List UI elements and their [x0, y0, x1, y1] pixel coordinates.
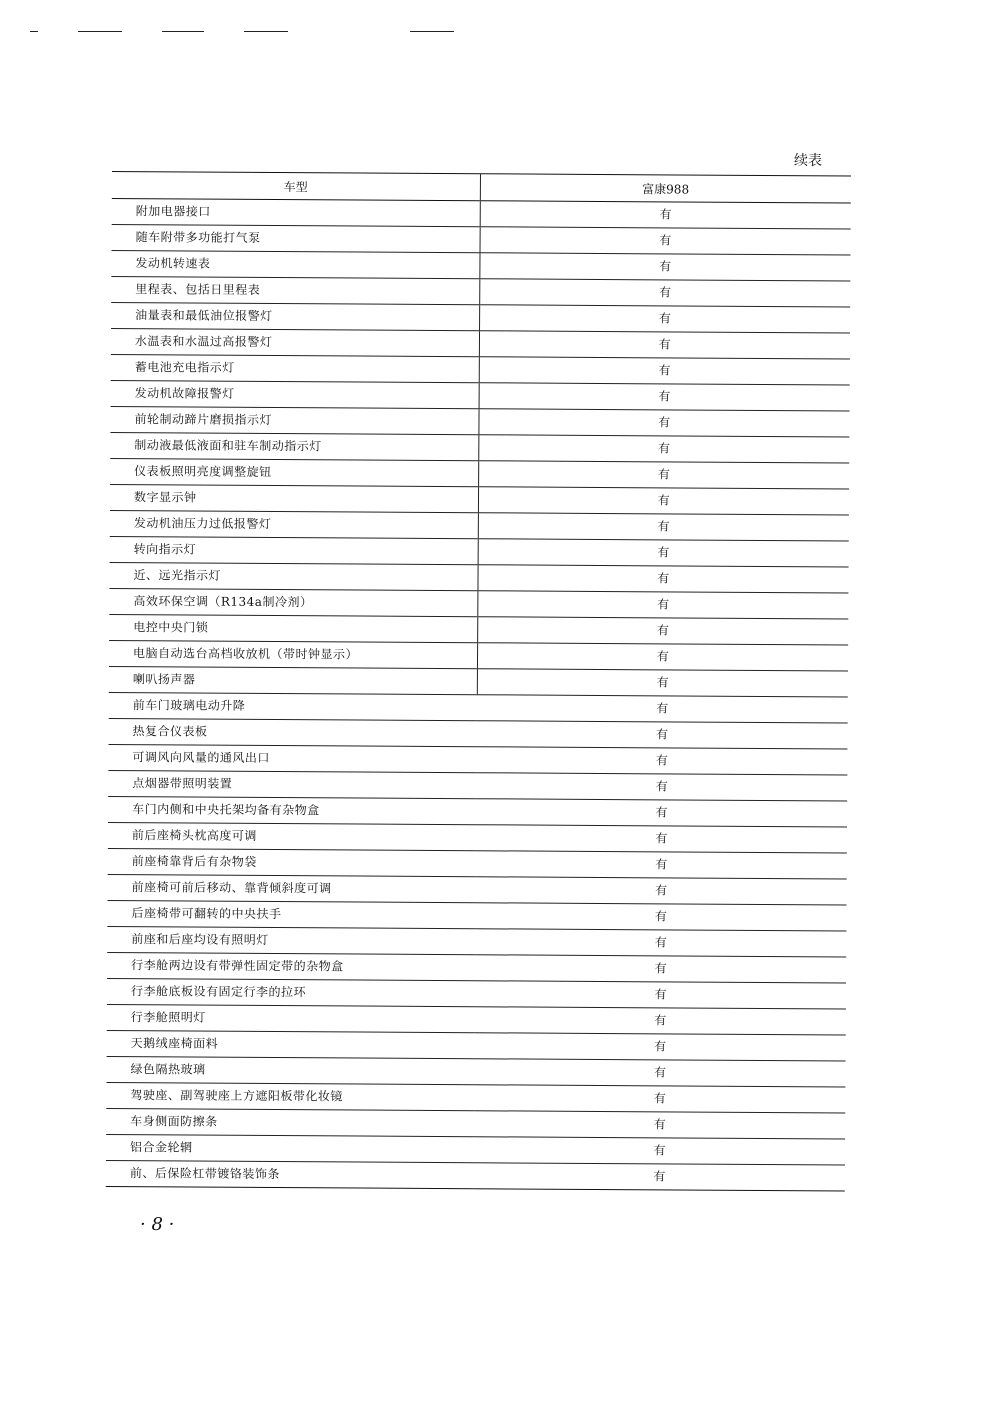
feature-availability-cell: 有	[658, 337, 671, 352]
feature-availability-cell: 有	[656, 727, 669, 742]
feature-availability-cell: 有	[653, 1091, 666, 1106]
feature-name-cell: 蓄电池充电指示灯	[111, 354, 479, 382]
header-model-label: 车型	[112, 171, 480, 200]
feature-name-cell: 前后座椅头枕高度可调	[131, 828, 257, 843]
table-row	[108, 770, 847, 801]
table-row	[107, 978, 846, 1009]
feature-availability-cell: 有	[657, 493, 670, 508]
feature-name-cell: 随车附带多功能打气泵	[112, 224, 480, 252]
feature-availability-cell: 有	[653, 1143, 666, 1158]
table-row	[111, 276, 850, 307]
feature-availability-cell: 有	[656, 675, 669, 690]
feature-name-cell: 驾驶座、副驾驶座上方遮阳板带化妆镜	[130, 1088, 343, 1104]
feature-availability-cell: 有	[658, 311, 671, 326]
feature-availability-cell: 有	[654, 987, 667, 1002]
table-row	[109, 562, 848, 593]
feature-name-cell: 前座椅可前后移动、靠背倾斜度可调	[131, 880, 332, 896]
table-row	[109, 588, 848, 619]
table-row	[112, 224, 851, 255]
feature-name-cell: 里程表、包括日里程表	[111, 276, 479, 304]
feature-name-cell: 行李舱底板设有固定行李的拉环	[130, 984, 307, 1000]
feature-availability-cell: 有	[655, 753, 668, 768]
feature-name-cell: 天鹅绒座椅面料	[130, 1036, 219, 1051]
table-row	[108, 822, 847, 853]
feature-availability-cell: 有	[658, 285, 672, 300]
feature-name-cell: 行李舱两边设有带弹性固定带的杂物盒	[131, 958, 344, 974]
feature-availability-cell: 有	[654, 909, 667, 924]
feature-availability-cell: 有	[653, 1065, 667, 1080]
table-row	[109, 640, 848, 671]
feature-availability-cell: 有	[657, 545, 670, 560]
continued-table-label: 续表	[794, 153, 822, 169]
feature-name-cell: 铝合金轮辋	[129, 1140, 193, 1155]
feature-name-cell: 后座椅带可翻转的中央扶手	[131, 906, 282, 922]
table-row	[111, 354, 850, 385]
feature-availability-cell: 有	[654, 1039, 667, 1054]
feature-name-cell: 热复合仪表板	[132, 724, 208, 739]
feature-name-cell: 发动机油压力过低报警灯	[110, 510, 478, 538]
feature-availability-cell: 有	[656, 623, 669, 638]
feature-name-cell: 发动机转速表	[111, 250, 479, 278]
feature-name-cell: 电脑自动选台高档收放机（带时钟显示）	[109, 640, 477, 668]
table-row	[108, 796, 847, 827]
table-row	[106, 1108, 845, 1139]
top-edge-mark	[30, 31, 38, 32]
feature-name-cell: 前、后保险杠带镀铬装饰条	[129, 1166, 280, 1182]
feature-spec-table	[106, 171, 851, 1191]
feature-availability-cell: 有	[658, 389, 671, 404]
feature-availability-cell: 有	[657, 467, 670, 482]
feature-name-cell: 数字显示钟	[110, 484, 478, 512]
feature-availability-cell: 有	[655, 831, 668, 846]
feature-name-cell: 转向指示灯	[110, 536, 478, 564]
feature-availability-cell: 有	[659, 259, 672, 274]
feature-availability-cell: 有	[655, 805, 668, 820]
feature-name-cell: 前车门玻璃电动升降	[132, 698, 246, 713]
table-row	[106, 1160, 845, 1191]
table-row	[107, 900, 846, 931]
feature-availability-cell: 有	[656, 649, 669, 664]
feature-availability-cell: 有	[654, 935, 667, 950]
feature-name-cell: 近、远光指示灯	[109, 562, 477, 590]
table-body	[106, 198, 851, 1190]
feature-availability-cell: 有	[657, 597, 670, 612]
table-row	[108, 744, 847, 775]
feature-name-cell: 可调风向风量的通风出口	[132, 750, 270, 765]
feature-availability-cell: 有	[659, 207, 672, 222]
table-row	[106, 1082, 845, 1113]
feature-name-cell: 前座和后座均设有照明灯	[131, 932, 269, 947]
table-row	[109, 692, 848, 723]
table-row	[110, 406, 849, 437]
table-row	[110, 458, 849, 489]
feature-name-cell: 仪表板照明亮度调整旋钮	[110, 458, 478, 486]
feature-name-cell: 油量表和最低油位报警灯	[111, 302, 479, 330]
feature-name-cell: 点烟器带照明装置	[132, 776, 233, 791]
feature-name-cell: 喇叭扬声器	[109, 666, 477, 694]
feature-name-cell: 高效环保空调（R134a制冷剂）	[109, 588, 477, 616]
feature-availability-cell: 有	[656, 701, 669, 716]
feature-name-cell: 前座椅靠背后有杂物袋	[131, 854, 257, 869]
feature-availability-cell: 有	[654, 961, 667, 976]
feature-name-cell: 车门内侧和中央托架均备有杂物盒	[132, 802, 320, 818]
feature-availability-cell: 有	[653, 1117, 666, 1132]
feature-availability-cell: 有	[659, 233, 672, 248]
table-row	[110, 432, 849, 463]
feature-name-cell: 车身侧面防擦条	[130, 1114, 218, 1129]
feature-availability-cell: 有	[657, 571, 670, 586]
feature-availability-cell: 有	[657, 519, 670, 534]
feature-availability-cell: 有	[655, 883, 668, 898]
feature-availability-cell: 有	[655, 779, 668, 794]
table-row	[107, 1030, 846, 1061]
table-row	[111, 302, 850, 333]
feature-name-cell: 制动液最低液面和驻车制动指示灯	[110, 432, 478, 460]
table-row	[111, 380, 850, 411]
top-edge-mark	[78, 31, 122, 32]
feature-name-cell: 行李舱照明灯	[130, 1010, 206, 1025]
top-edge-mark	[410, 31, 454, 32]
top-edge-mark	[244, 31, 288, 32]
table-row	[107, 926, 846, 957]
feature-name-cell: 水温表和水温过高报警灯	[111, 328, 479, 356]
feature-availability-cell: 有	[653, 1169, 666, 1184]
table-row	[111, 328, 850, 359]
table-row	[107, 952, 846, 983]
header-model-name: 富康988	[642, 181, 690, 197]
feature-name-cell: 绿色隔热玻璃	[130, 1062, 206, 1077]
feature-availability-cell: 有	[658, 415, 671, 430]
top-edge-mark	[162, 31, 204, 32]
feature-availability-cell: 有	[658, 363, 671, 378]
table-row	[108, 848, 847, 879]
table-row	[110, 510, 849, 541]
feature-name-cell: 发动机故障报警灯	[111, 380, 479, 408]
page-number: · 8 ·	[140, 1214, 175, 1235]
feature-availability-cell: 有	[654, 1013, 667, 1028]
feature-name-cell: 附加电器接口	[112, 198, 480, 226]
feature-availability-cell: 有	[658, 441, 671, 456]
feature-name-cell: 前轮制动蹄片磨损指示灯	[110, 406, 478, 434]
feature-availability-cell: 有	[655, 857, 668, 872]
table-row	[108, 874, 847, 905]
feature-name-cell: 电控中央门锁	[109, 614, 477, 642]
